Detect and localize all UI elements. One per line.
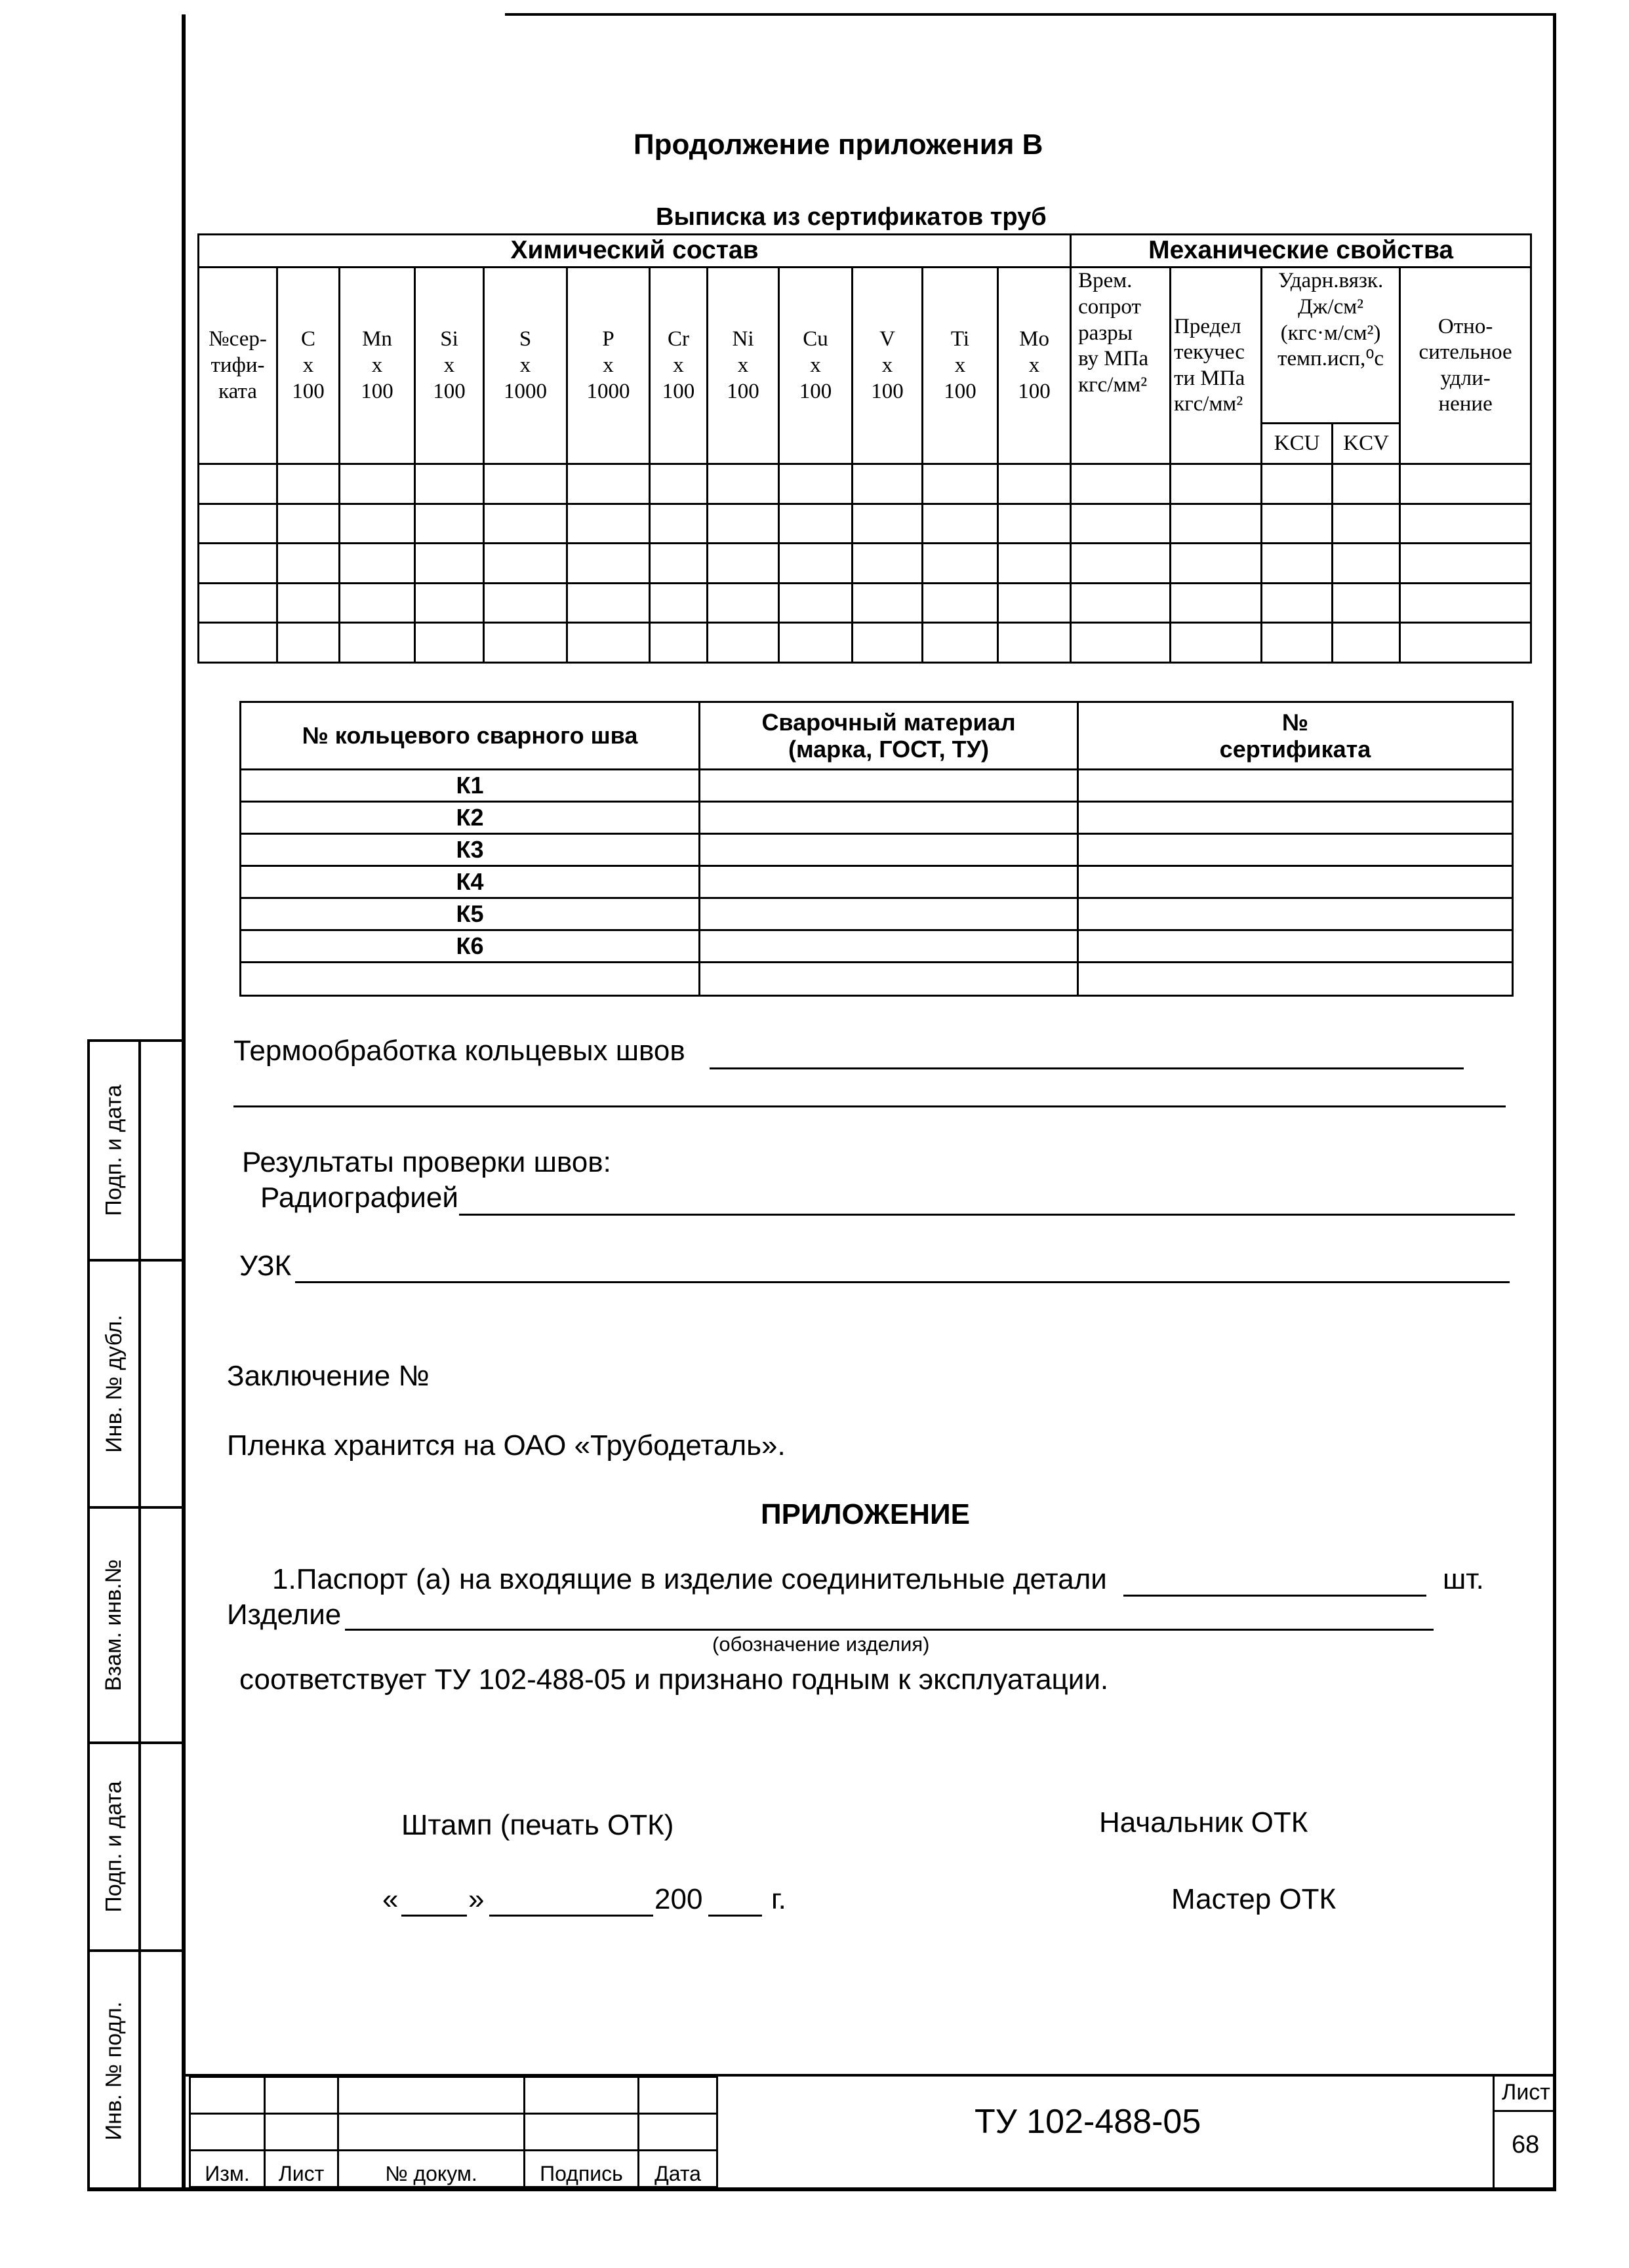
col-elongation: Отно- сительное удли- нение — [1400, 268, 1531, 464]
uzk-label: УЗК — [239, 1250, 292, 1282]
table-row — [241, 963, 1513, 996]
document-code: ТУ 102-488-05 — [975, 2103, 1201, 2141]
film-text: Пленка хранится на ОАО «Трубодеталь». — [227, 1429, 786, 1462]
sheet-box-left — [1493, 2076, 1495, 2189]
pcs-label: шт. — [1443, 1563, 1484, 1595]
col-mn: Mn x 100 — [340, 268, 415, 464]
radiography-label: Радиографией — [260, 1182, 458, 1214]
table-row — [241, 866, 1513, 898]
col-ti: Ti x 100 — [923, 268, 998, 464]
weld-id — [241, 963, 700, 996]
frame-top-line — [505, 13, 1556, 16]
weld-id: К6 — [241, 930, 700, 963]
compliance-text: соответствует ТУ 102-488-05 и признано годным к эксплуатации. — [239, 1663, 1109, 1696]
date-day-field[interactable] — [401, 1915, 467, 1917]
weld-id: К1 — [241, 770, 700, 802]
tb-col-signature: Подпись — [525, 2151, 639, 2187]
heat-treatment-field[interactable] — [710, 1067, 1464, 1069]
certificate-table — [197, 233, 1532, 664]
tb-col-doc-number: № докум. — [338, 2151, 525, 2187]
weld-col-material: Сварочный материал (марка, ГОСТ, ТУ) — [700, 702, 1078, 770]
col-mo: Mo x 100 — [998, 268, 1071, 464]
heat-treatment-label: Термообработка кольцевых швов — [233, 1035, 685, 1067]
col-p: P x 1000 — [567, 268, 650, 464]
date-month-field[interactable] — [489, 1915, 653, 1917]
table-row — [241, 770, 1513, 802]
col-cr: Cr x 100 — [650, 268, 708, 464]
table-row — [241, 898, 1513, 930]
side-label-dup-inv: Инв. № дубл. — [101, 1315, 127, 1453]
col-tensile: Врем. сопрот разры ву МПа кгс/мм² — [1071, 268, 1171, 464]
head-otk-label: Начальник ОТК — [1099, 1806, 1308, 1839]
tb-col-sheet: Лист — [265, 2151, 338, 2187]
side-label-sign-date: Подп. и дата — [101, 1084, 127, 1216]
table-row — [199, 504, 1531, 544]
group-chemical: Химический состав — [199, 235, 1071, 268]
side-label-orig-inv: Инв. № подл. — [101, 2001, 127, 2141]
col-c: C x 100 — [277, 268, 340, 464]
product-field[interactable] — [345, 1629, 1434, 1631]
date-year: 200 — [654, 1883, 703, 1915]
date-suffix: г. — [771, 1883, 786, 1915]
col-cert-number: №сер- тифи- ката — [199, 268, 277, 464]
col-v: V x 100 — [853, 268, 923, 464]
weld-id: К5 — [241, 898, 700, 930]
date-open-quote: « — [382, 1883, 399, 1915]
date-year-field[interactable] — [708, 1915, 762, 1917]
page-heading: Продолжение приложения В — [634, 129, 1043, 161]
weld-id: К2 — [241, 802, 700, 834]
results-label: Результаты проверки швов: — [242, 1146, 611, 1178]
table-row — [199, 623, 1531, 663]
table-row — [241, 802, 1513, 834]
table-row — [199, 544, 1531, 584]
heat-treatment-field-2[interactable] — [233, 1105, 1506, 1107]
master-otk-label: Мастер ОТК — [1171, 1883, 1337, 1915]
col-impact: Ударн.вязк. Дж/см² (кгс·м/см²) темп.исп,⁰с — [1262, 268, 1400, 423]
table-row — [241, 834, 1513, 866]
appendix-title: ПРИЛОЖЕНИЕ — [761, 1498, 970, 1530]
col-s: S x 1000 — [484, 268, 567, 464]
table-row — [241, 930, 1513, 963]
weld-id: К3 — [241, 834, 700, 866]
col-cu: Cu x 100 — [779, 268, 853, 464]
date-close-quote: » — [468, 1883, 485, 1915]
side-label-sign-date-2: Подп. и дата — [101, 1781, 127, 1913]
table-row — [199, 583, 1531, 623]
group-mechanical: Механические свойства — [1071, 235, 1531, 268]
frame-right-line — [1553, 13, 1556, 2191]
col-si: Si x 100 — [415, 268, 484, 464]
col-yield: Предел текучес ти МПа кгс/мм² — [1171, 268, 1262, 464]
weld-col-number: № кольцевого сварного шва — [241, 702, 700, 770]
uzk-field[interactable] — [295, 1281, 1510, 1283]
col-kcu: KCU — [1262, 423, 1333, 464]
tb-col-date: Дата — [639, 2151, 717, 2187]
table-row — [199, 464, 1531, 504]
sheet-number: 68 — [1512, 2131, 1540, 2159]
stamp-label: Штамп (печать ОТК) — [401, 1809, 674, 1841]
col-ni: Ni x 100 — [708, 268, 779, 464]
weld-table — [239, 701, 1514, 997]
weld-id: К4 — [241, 866, 700, 898]
cert-table-title: Выписка из сертификатов труб — [656, 203, 1047, 231]
weld-col-certificate: № сертификата — [1078, 702, 1513, 770]
sheet-box-mid — [1493, 2110, 1556, 2112]
title-block-table — [189, 2076, 718, 2188]
side-label-repl-inv: Взам. инв.№ — [101, 1559, 127, 1692]
tb-col-change: Изм. — [190, 2151, 265, 2187]
product-caption: (обозначение изделия) — [712, 1633, 930, 1656]
product-label: Изделие — [227, 1599, 342, 1631]
conclusion-label: Заключение № — [227, 1360, 430, 1392]
frame-left-line — [182, 14, 186, 2191]
sheet-label: Лист — [1502, 2080, 1550, 2105]
passport-line: 1.Паспорт (а) на входящие в изделие соединительные детали — [272, 1563, 1107, 1595]
col-kcv: KCV — [1333, 423, 1400, 464]
radiography-field[interactable] — [459, 1214, 1515, 1216]
passport-count-field[interactable] — [1123, 1595, 1426, 1597]
